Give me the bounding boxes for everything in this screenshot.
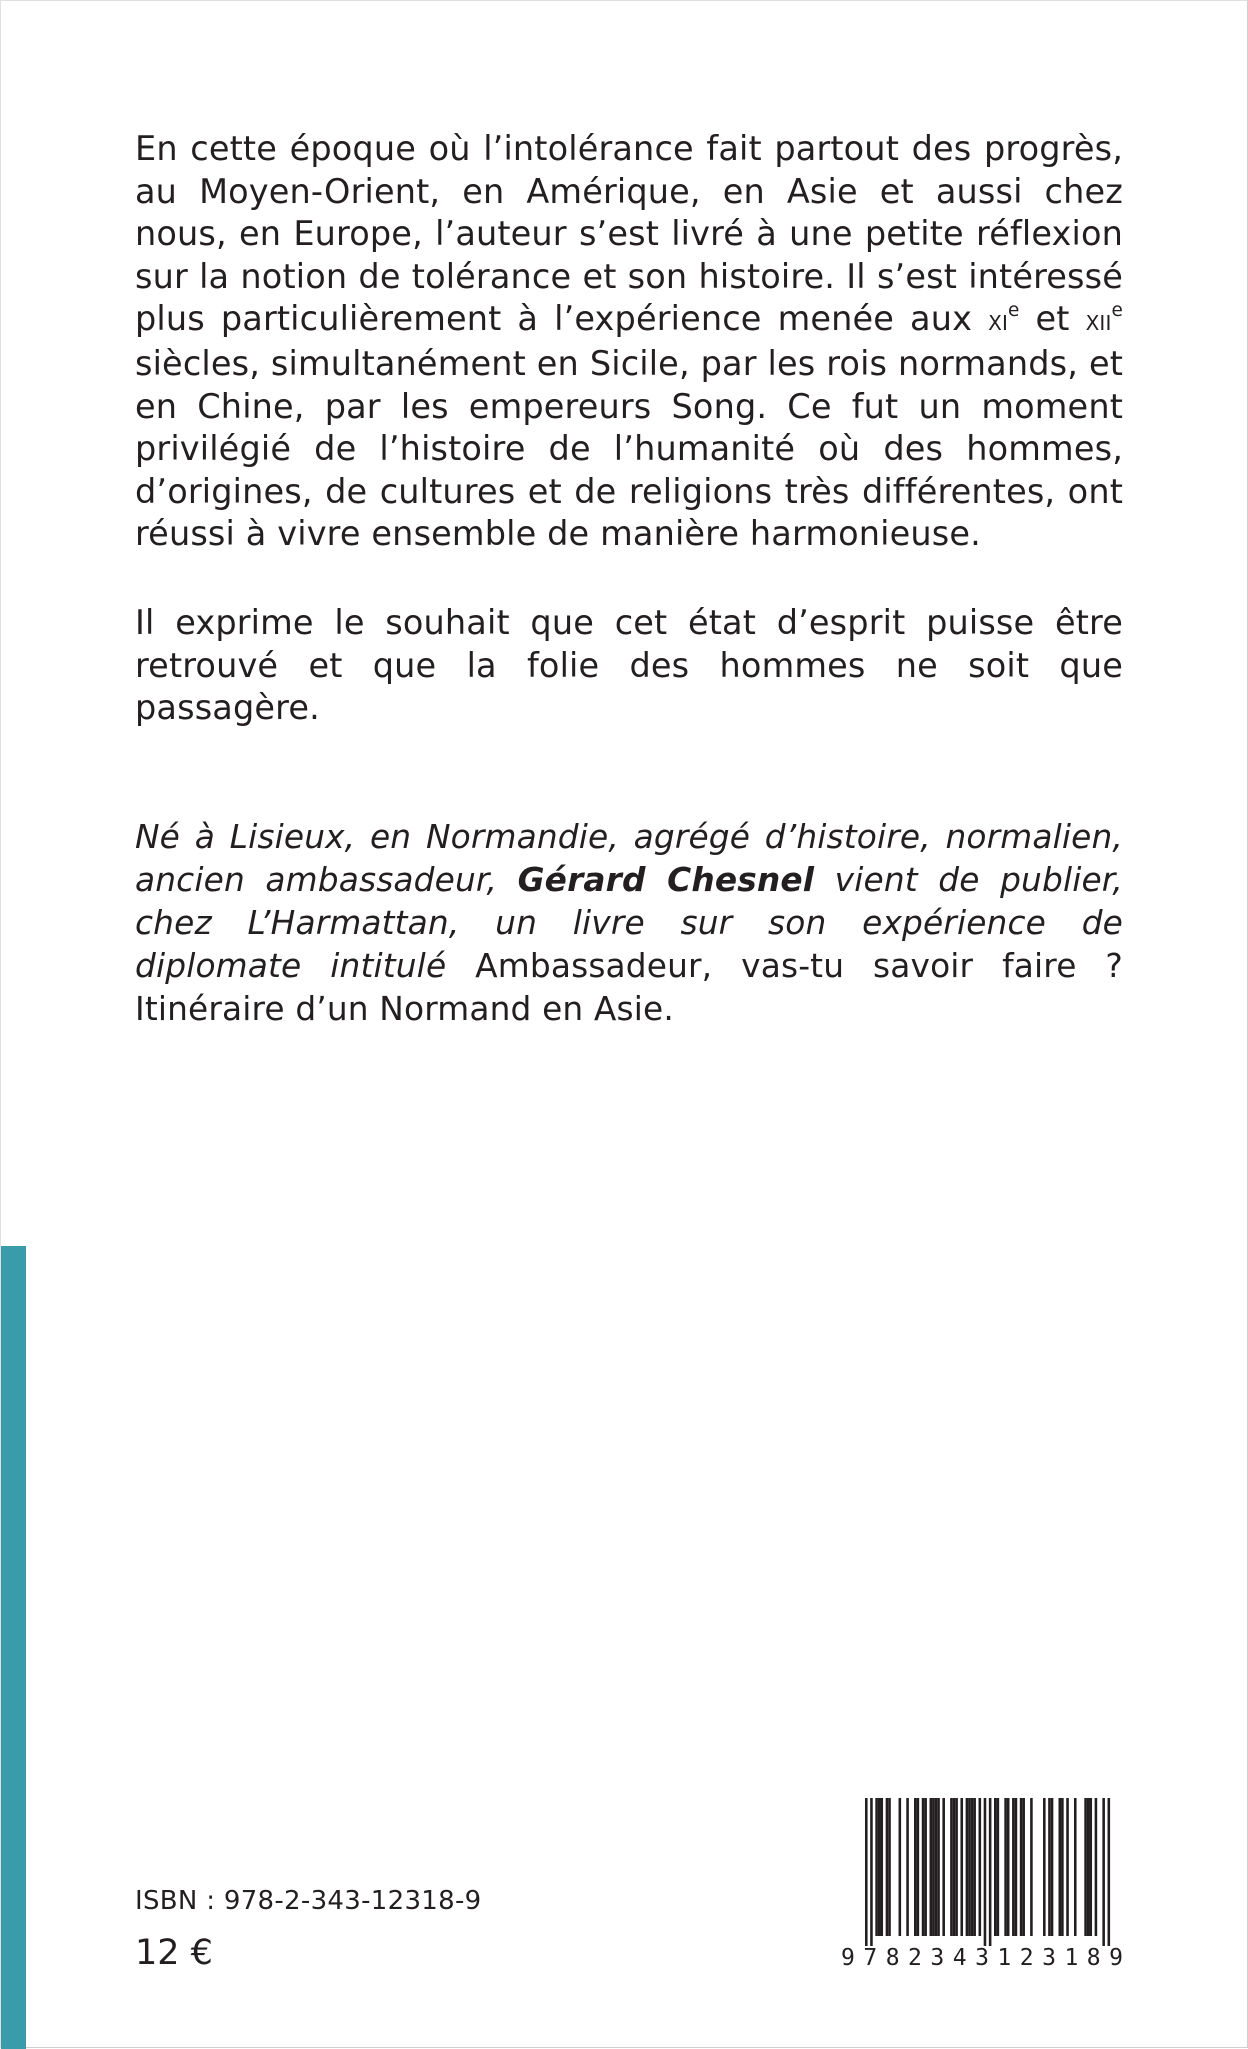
barcode-digit: 1 [1064,1945,1079,1971]
barcode-bar [971,1798,974,1936]
barcode-bar [906,1798,909,1936]
barcode-bar [917,1798,920,1936]
barcode-bar [1012,1798,1015,1936]
barcode-bar [922,1798,925,1936]
barcode-bar [888,1798,891,1936]
barcode-bar [1015,1798,1018,1936]
description-text: En cette époque où l’intolérance fait partout des progrès, au Moyen-Orient, en Amérique, en Asie et aussi chez nous, en Europe, l’auteur s’est livré à une petite réflexion sur la notion de tolérance et son histoire. Il s’est intéressé plus particulièrement à l’expérience menée aux [135,129,1123,339]
price-label: 12 € [135,1933,213,1973]
author-bio-text: vient de publier, chez L’Harmattan, un livre sur son expérience de diplomate intitulé [135,861,1123,985]
barcode-digit: 1 [997,1945,1012,1971]
description-text: siècles, simultanément en Sicile, par les rois normands, et en Chine, par les empereurs Song. Ce fut un moment privilégié de l’histoire de l’humanité où des hommes, d’origines, de cultures et de religions très différentes, ont réussi à vivre ensemble de manière harmonieuse. [135,343,1123,554]
barcode-bar [1095,1798,1098,1936]
author-name: Gérard Chesnel [517,861,815,899]
barcode-digit: 3 [975,1945,989,1971]
barcode-digit: 7 [863,1945,878,1971]
barcode-digit: 8 [1086,1945,1101,1971]
barcode-bar [1051,1798,1054,1936]
description-paragraph-1 [135,128,1123,556]
barcode-digit: 4 [952,1945,967,1971]
description-paragraph-2: Il exprime le souhait que cet état d’esprit puisse être retrouvé et que la folie des hommes ne soit que passagère. [135,603,1123,728]
barcode-bar [997,1798,1000,1936]
barcode-bar [1089,1798,1092,1936]
barcode-bar [899,1798,902,1936]
barcode-bar [1066,1798,1069,1936]
barcode-digit: 2 [1019,1945,1034,1971]
barcode-bars [841,1796,1123,1946]
barcode-bar [914,1798,917,1936]
barcode-bar [1020,1798,1023,1936]
barcode-bar [1108,1798,1111,1946]
isbn-label: ISBN : 978-2-343-12318-9 [135,1886,482,1916]
century-twelve: xii [1085,304,1112,338]
barcode-bar [942,1798,945,1936]
barcode-bar [950,1798,953,1936]
description-text: et [1019,299,1086,339]
barcode-bar [930,1798,933,1936]
century-twelve-sup: e [1111,300,1123,322]
barcode-bar [875,1798,878,1936]
barcode-bar [937,1798,940,1936]
barcode-digit: 3 [1042,1945,1056,1971]
barcode-bar [1007,1798,1010,1936]
barcode-bar [1030,1798,1033,1936]
barcode-bar [960,1798,963,1936]
barcode-bar [1059,1798,1062,1936]
barcode-bar [870,1798,873,1946]
barcode-bar [968,1798,971,1936]
century-eleven-sup: e [1008,300,1020,322]
barcode-digit: 9 [841,1945,855,1971]
barcode-bar [865,1798,868,1946]
barcode-bar [1102,1798,1105,1946]
barcode-bar [1022,1798,1025,1936]
barcode-bar [924,1798,927,1936]
barcode-bar [1043,1798,1046,1936]
barcode-bar [984,1798,987,1946]
barcode-digit: 9 [1109,1945,1123,1971]
barcode-bar [1004,1798,1007,1936]
barcode-bar [994,1798,997,1936]
isbn-barcode [841,1796,1123,1980]
barcode-bar [966,1798,969,1936]
barcode-bar [880,1798,883,1936]
barcode-bar [1074,1798,1077,1936]
author-bio [135,816,1123,1031]
barcode-bar [953,1798,956,1936]
barcode-bar [886,1798,889,1936]
barcode-bar [1048,1798,1051,1936]
barcode-bar [955,1798,958,1936]
barcode-digit: 8 [885,1945,900,1971]
century-eleven: xi [988,304,1008,338]
barcode-bar [935,1798,938,1936]
barcode-bar [932,1798,935,1936]
barcode-bar [973,1798,976,1936]
barcode-bar [1087,1798,1090,1936]
barcode-bar [1061,1798,1064,1936]
barcode-bar [1084,1798,1087,1936]
accent-bar [1,1246,26,2049]
barcode-digit: 2 [908,1945,922,1971]
barcode-bar [878,1798,881,1936]
barcode-bar [989,1798,992,1946]
barcode-digit: 3 [930,1945,945,1971]
barcode-bar [979,1798,982,1936]
book-title: Ambassadeur, vas-tu savoir faire ? Itinéraire d’un Normand en Asie. [135,947,1123,1028]
barcode-digits [841,1943,1123,1973]
author-bio-text: Né à Lisieux, en Normandie, agrégé d’histoire, normalien, ancien ambassadeur, [135,818,1123,899]
